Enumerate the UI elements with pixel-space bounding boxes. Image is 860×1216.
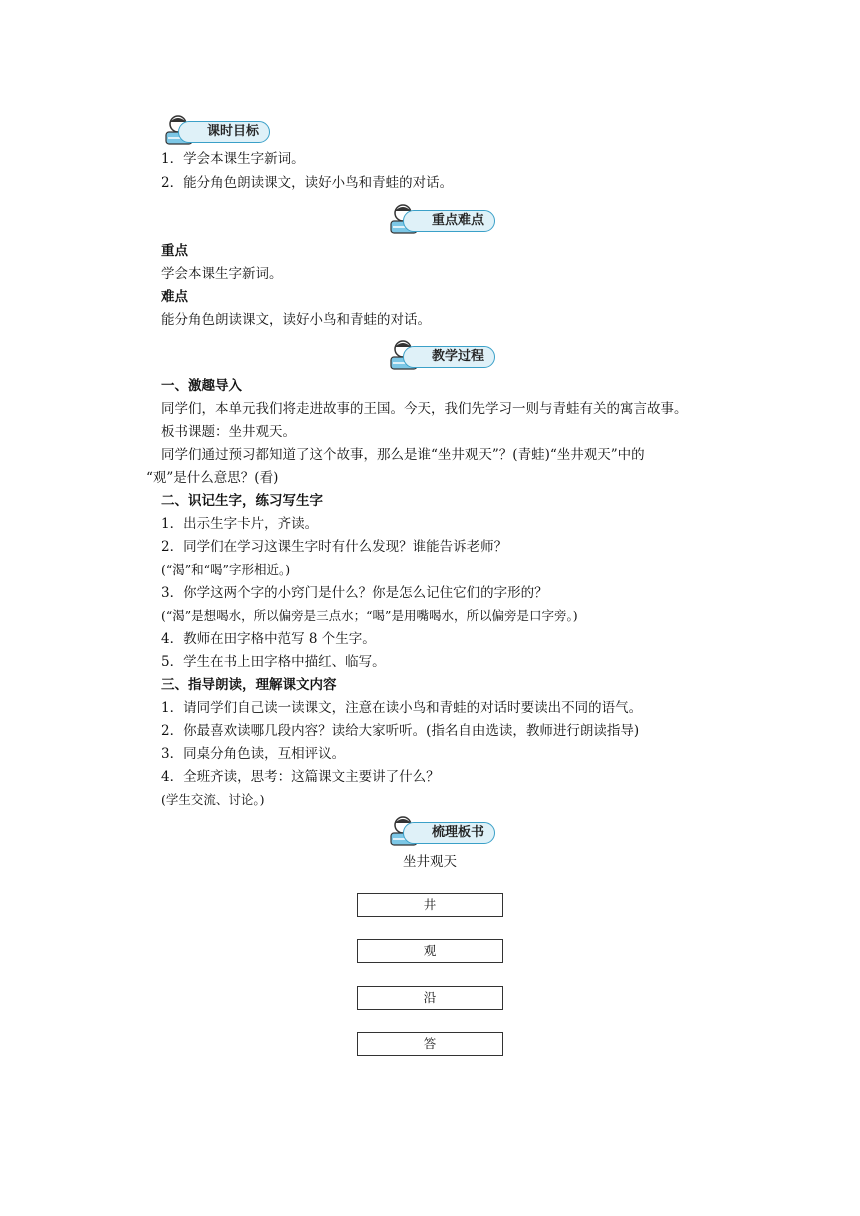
process-step: 3．你学这两个字的小窍门是什么？你是怎么记住它们的字形的？ — [161, 585, 548, 601]
process-paragraph: 同学们，本单元我们将走进故事的王国。今天，我们先学习一则与青蛙有关的寓言故事。 — [161, 401, 688, 417]
section-title-goal: 课时目标 — [178, 121, 270, 143]
difficulty-label: 难点 — [161, 289, 188, 305]
process-heading-1: 一、激趣导入 — [161, 378, 242, 394]
section-badge-keypoints — [385, 203, 515, 235]
section-title-process: 教学过程 — [403, 346, 495, 368]
process-heading-3: 三、指导朗读，理解课文内容 — [161, 677, 337, 693]
board-box: 井 — [357, 893, 503, 917]
process-paragraph: 板书课题：坐井观天。 — [161, 424, 296, 440]
process-step: 4．教师在田字格中范写 8 个生字。 — [161, 631, 376, 647]
goal-item-2: 2．能分角色朗读课文，读好小鸟和青蛙的对话。 — [161, 175, 454, 191]
difficulty-text: 能分角色朗读课文，读好小鸟和青蛙的对话。 — [161, 312, 431, 328]
process-step: 2．同学们在学习这课生字时有什么发现？谁能告诉老师？ — [161, 539, 508, 555]
process-answer: (“渴”和“喝”字形相近。) — [161, 562, 291, 577]
section-title-keypoints: 重点难点 — [403, 210, 495, 232]
process-answer: (“渴”是想喝水，所以偏旁是三点水；“喝”是用嘴喝水，所以偏旁是口字旁。) — [161, 608, 578, 623]
goal-item-1: 1．学会本课生字新词。 — [161, 151, 305, 167]
board-box: 观 — [357, 939, 503, 963]
section-badge-process — [385, 339, 515, 371]
process-heading-2: 二、识记生字，练习写生字 — [161, 493, 323, 509]
section-badge-goal — [160, 114, 290, 146]
process-step: 2．你最喜欢读哪几段内容？读给大家听听。(指名自由选读，教师进行朗读指导) — [161, 723, 640, 739]
process-paragraph: “观”是什么意思？(看) — [146, 470, 279, 486]
process-step: 1．请同学们自己读一读课文，注意在读小鸟和青蛙的对话时要读出不同的语气。 — [161, 700, 643, 716]
board-title: 坐井观天 — [403, 854, 457, 870]
board-box: 答 — [357, 1032, 503, 1056]
board-box: 沿 — [357, 986, 503, 1010]
process-step: 5．学生在书上田字格中描红、临写。 — [161, 654, 386, 670]
process-answer: (学生交流、讨论。) — [161, 792, 265, 807]
section-badge-board — [385, 815, 515, 847]
process-paragraph: 同学们通过预习都知道了这个故事，那么是谁“坐井观天”？(青蛙)“坐井观天”中的 — [161, 447, 645, 463]
section-title-board: 梳理板书 — [403, 822, 495, 844]
process-step: 1．出示生字卡片，齐读。 — [161, 516, 319, 532]
key-text: 学会本课生字新词。 — [161, 266, 283, 282]
key-label: 重点 — [161, 243, 188, 259]
process-step: 3．同桌分角色读，互相评议。 — [161, 746, 346, 762]
process-step: 4．全班齐读，思考：这篇课文主要讲了什么？ — [161, 769, 440, 785]
